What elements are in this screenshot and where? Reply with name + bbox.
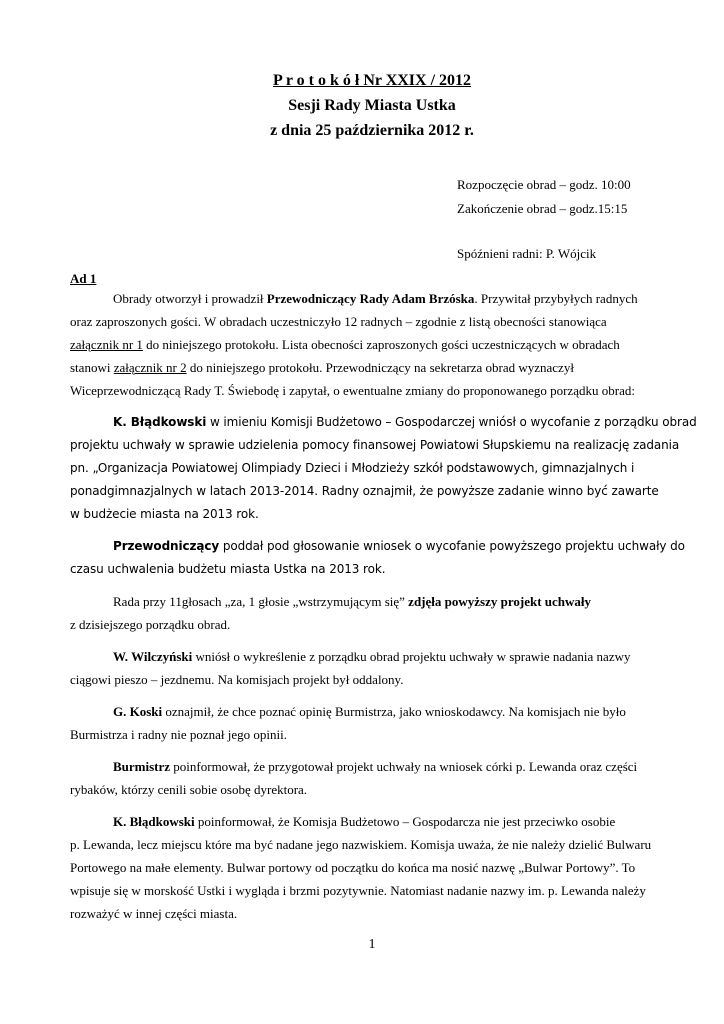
text-line: Wiceprzewodniczącą Rady T. Świebodę i zapytał, o ewentualne zmiany do proponowanego porządku obrad: <box>70 383 636 398</box>
late-councillors: Spóźnieni radni: P. Wójcik <box>457 246 597 261</box>
text-line: p. Lewanda, lecz miejscu które ma być nadane jego nazwiskiem. Komisja uważa, że nie należy dzielić Bulwaru <box>70 837 652 852</box>
speaker-name: K. Błądkowski <box>113 415 207 429</box>
text-line <box>70 356 690 379</box>
paragraph-mayor-statement <box>70 755 690 801</box>
paragraph-bladkowski-statement <box>70 810 690 925</box>
text-run: Rada przy 11głosach „za, 1 głosie „wstrzymującym się” <box>113 594 409 609</box>
text-line: projektu uchwały w sprawie udzielenia pomocy finansowej Powiatowi Słupskiemu na realizację zadania <box>70 438 680 452</box>
text-line <box>70 755 690 778</box>
text-run: Obrady otworzył i prowadził <box>113 291 267 306</box>
text-line <box>70 810 690 833</box>
session-date: z dnia 25 października 2012 r. <box>270 122 474 139</box>
text-line: w budżecie miasta na 2013 rok. <box>70 507 259 521</box>
text-line <box>70 287 690 310</box>
text-run: oznajmił, że chce poznać opinię Burmistrza, jako wnioskodawcy. Na komisjach nie było <box>162 704 626 719</box>
text-line <box>70 333 690 356</box>
text-run: . Przywitał przybyłych radnych <box>474 291 638 306</box>
start-time: Rozpoczęcie obrad – godz. 10:00 <box>457 177 631 192</box>
text-run: poddał pod głosowanie wniosek o wycofanie powyższego projektu uchwały do <box>219 539 685 553</box>
text-line <box>70 700 690 723</box>
speaker-name: Burmistrz <box>113 759 171 774</box>
text-line: czasu uchwalenia budżetu miasta Ustka na 2013 rok. <box>70 562 386 576</box>
text-line: wpisuje się w morskość Ustki i wygląda i brzmi pozytywnie. Natomiast nadanie nazwy im. p. Lewanda należy <box>70 883 646 898</box>
text-run: w imieniu Komisji Budżetowo – Gospodarczej wniósł o wycofanie z porządku obrad <box>206 415 697 429</box>
paragraph-vote-result <box>70 590 690 636</box>
text-line <box>70 535 690 558</box>
speaker-name: G. Koski <box>113 704 163 719</box>
paragraph-bladkowski-motion <box>70 411 697 526</box>
section-heading: Ad 1 <box>70 271 97 286</box>
text-run: poinformował, że Komisja Budżetowo – Gospodarcza nie jest przeciwko osobie <box>194 814 616 829</box>
end-time: Zakończenie obrad – godz.15:15 <box>457 201 628 216</box>
text-line: oraz zaproszonych gości. W obradach uczestniczyło 12 radnych – zgodnie z listą obecności stanowiąca <box>70 314 607 329</box>
attachment-2-ref: załącznik nr 2 <box>113 360 187 375</box>
text-run: stanowi <box>70 360 114 375</box>
text-line: Portowego na małe elementy. Bulwar portowy od początku do końca ma nosić nazwę „Bulwar Portowy”. To <box>70 860 636 875</box>
speaker-name: K. Błądkowski <box>113 814 195 829</box>
text-run: poinformował, że przygotował projekt uchwały na wniosek córki p. Lewanda oraz części <box>170 759 638 774</box>
document-title <box>0 68 724 143</box>
paragraph-opening <box>70 287 690 402</box>
text-line <box>70 590 690 613</box>
text-line: rozważyć w innej części miasta. <box>70 906 238 921</box>
text-line: ciągowi pieszo – jezdnemu. Na komisjach projekt był oddalony. <box>70 672 404 687</box>
text-line <box>70 411 697 434</box>
text-line: Burmistrza i radny nie poznał jego opinii. <box>70 727 287 742</box>
protocol-number: P r o t o k ó ł Nr XXIX / 2012 <box>272 72 472 89</box>
page-number: 1 <box>368 937 376 952</box>
paragraph-vote-call <box>70 535 690 581</box>
text-line: pn. „Organizacja Powiatowej Olimpiady Dzieci i Młodzieży szkół podstawowych, gimnazjalnych i <box>70 461 635 475</box>
paragraph-wilczynski-motion <box>70 645 690 691</box>
text-line: ponadgimnazjalnych w latach 2013-2014. Radny oznajmił, że powyższe zadanie winno być zawarte <box>70 484 659 498</box>
text-run: wniósł o wykreślenie z porządku obrad projektu uchwały w sprawie nadania nazwy <box>192 649 631 664</box>
attachment-1-ref: załącznik nr 1 <box>70 337 143 352</box>
text-line <box>70 645 690 668</box>
paragraph-koski-statement <box>70 700 690 746</box>
speaker-name: Przewodniczący <box>113 539 220 553</box>
speaker-name: W. Wilczyński <box>113 649 193 664</box>
chairman-name: Przewodniczący Rady Adam Brzóska <box>266 291 475 306</box>
document-body <box>70 287 697 934</box>
session-name: Sesji Rady Miasta Ustka <box>288 97 456 114</box>
text-run: do niniejszego protokołu. Przewodniczący na sekretarza obrad wyznaczył <box>186 360 574 375</box>
text-run: do niniejszego protokołu. Lista obecności zaproszonych gości uczestniczących w obradach <box>142 337 620 352</box>
vote-decision: zdjęła powyższy projekt uchwały <box>408 594 592 609</box>
text-line: rybaków, którzy cenili sobie osobę dyrektora. <box>70 782 308 797</box>
text-line: z dzisiejszego porządku obrad. <box>70 617 231 632</box>
